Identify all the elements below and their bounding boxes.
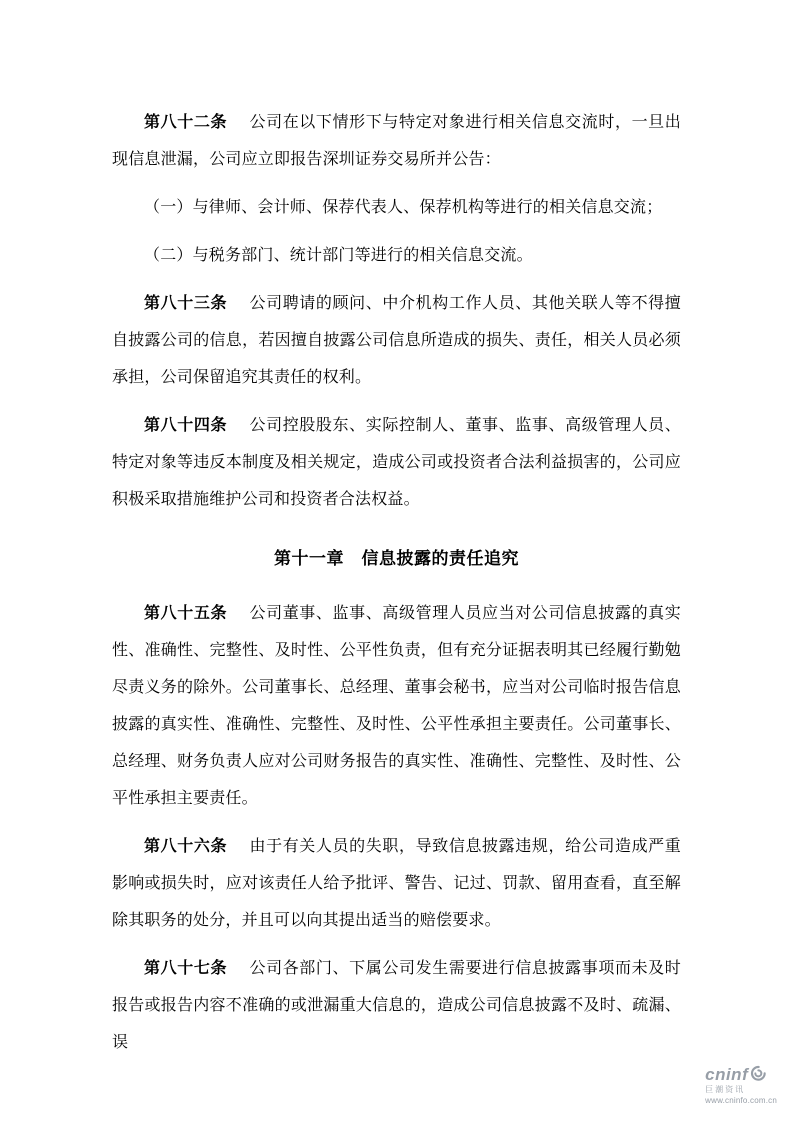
- article-number: 第八十二条: [144, 114, 228, 131]
- paragraph-article-82: [112, 104, 681, 178]
- paragraph-item-1: [112, 189, 681, 226]
- paragraph-article-83: [112, 285, 681, 396]
- article-number: 第八十三条: [144, 295, 228, 312]
- article-number: 第八十五条: [144, 605, 228, 622]
- article-text: 公司控股股东、实际控制人、董事、监事、高级管理人员、特定对象等违反本制度及相关规定，造成公司或投资者合法利益损害的，公司应积极采取措施维护公司和投资者合法权益。: [112, 417, 681, 508]
- article-number: 第八十四条: [144, 417, 228, 434]
- article-text: （一）与律师、会计师、保荐代表人、保荐机构等进行的相关信息交流；: [144, 199, 663, 216]
- chapter-heading: 第十一章 信息披露的责任追究: [274, 549, 519, 568]
- paragraph-article-85: [112, 595, 681, 817]
- paragraph-article-84: [112, 407, 681, 518]
- article-text: 由于有关人员的失职，导致信息披露违规，给公司造成严重影响或损失时，应对该责任人给予批评、警告、记过、罚款、留用查看，直至解除其职务的处分，并且可以向其提出适当的赔偿要求。: [112, 838, 681, 929]
- cninfo-logo-text: cninf: [705, 1064, 749, 1084]
- article-text: 公司各部门、下属公司发生需要进行信息披露事项而未及时报告或报告内容不准确的或泄漏重大信息的，造成公司信息披露不及时、疏漏、误: [112, 960, 681, 1051]
- article-text: 公司董事、监事、高级管理人员应当对公司信息披露的真实性、准确性、完整性、及时性、公平性负责，但有充分证据表明其已经履行勤勉尽责义务的除外。公司董事长、总经理、董事会秘书，应当对公司临时报告信息披露的真实性、准确性、完整性、及时性、公平性承担主要责任。公司董事长、总经理、财务负责人应对公司财务报告的真实性、准确性、完整性、及时性、公平性承担主要责任。: [112, 605, 681, 807]
- article-text: （二）与税务部门、统计部门等进行的相关信息交流。: [144, 247, 533, 264]
- article-number: 第八十六条: [144, 838, 228, 855]
- article-text: 公司在以下情形下与特定对象进行相关信息交流时，一旦出现信息泄漏，公司应立即报告深圳证券交易所并公告：: [112, 114, 681, 168]
- paragraph-article-87: [112, 950, 681, 1061]
- cninfo-logo: [705, 1065, 777, 1086]
- cninfo-swirl-icon: [750, 1065, 766, 1086]
- cninfo-watermark: [705, 1065, 777, 1106]
- article-text: 公司聘请的顾问、中介机构工作人员、其他关联人等不得擅自披露公司的信息，若因擅自披露公司信息所造成的损失、责任，相关人员必须承担，公司保留追究其责任的权利。: [112, 295, 681, 386]
- paragraph-article-86: [112, 828, 681, 939]
- cninfo-url: www.cninfo.com.cn: [705, 1096, 777, 1106]
- article-number: 第八十七条: [144, 960, 228, 977]
- cninfo-caption: 巨潮资讯: [705, 1085, 746, 1095]
- paragraph-item-2: [112, 237, 681, 274]
